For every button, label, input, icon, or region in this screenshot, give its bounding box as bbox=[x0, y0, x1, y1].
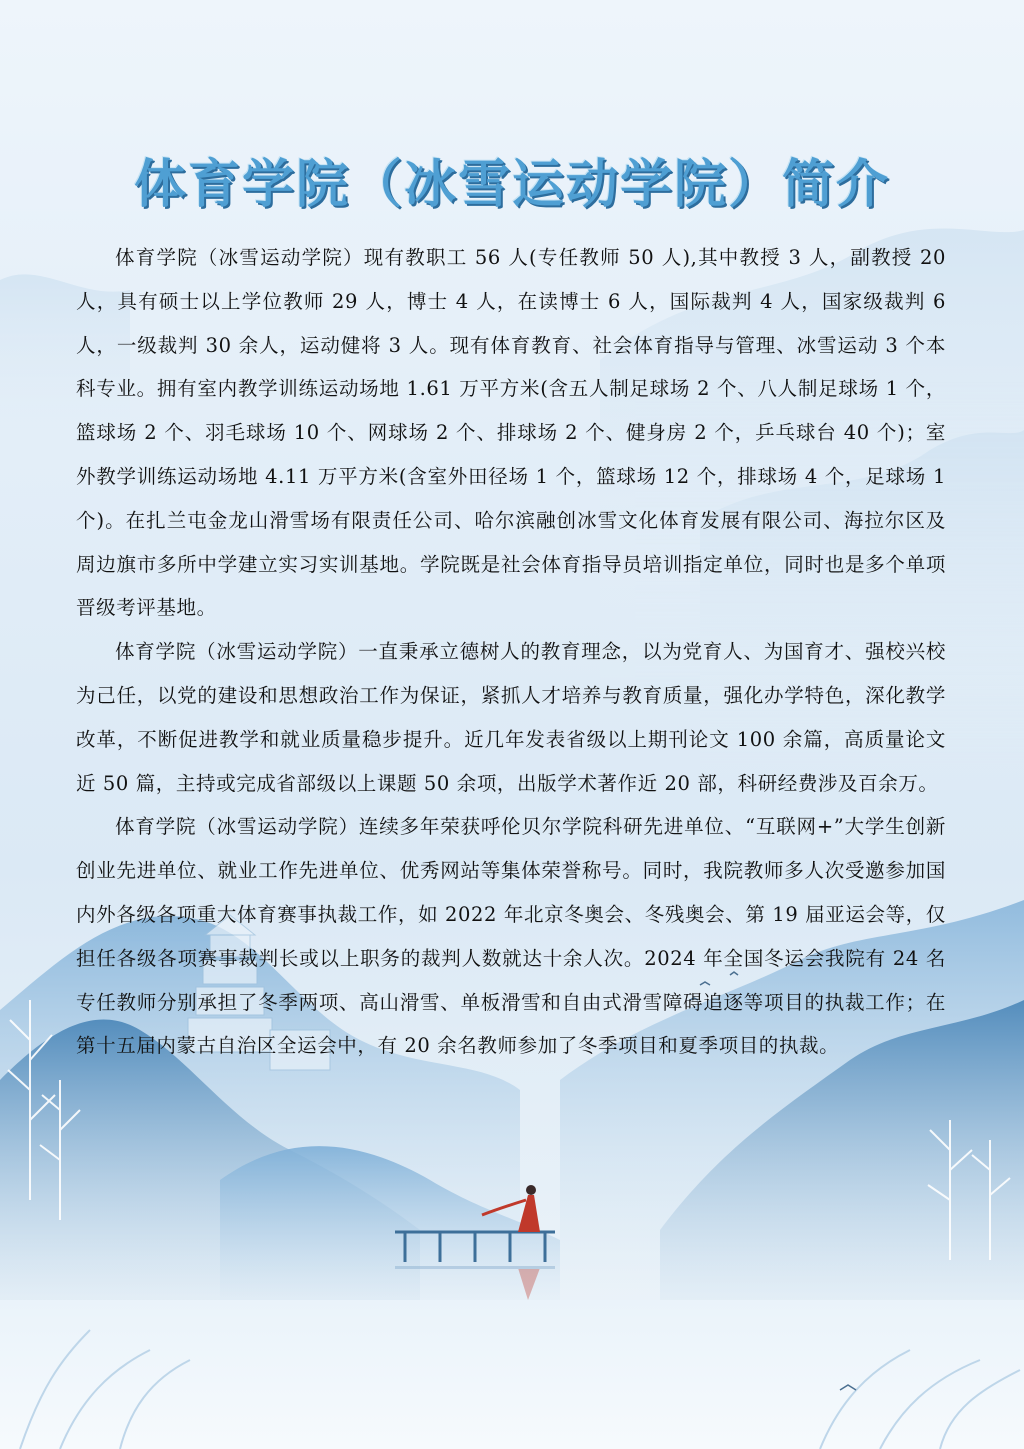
paragraph-education-research: 体育学院（冰雪运动学院）一直秉承立德树人的教育理念，以为党育人、为国育才、强校兴校为己任，以党的建设和思想政治工作为保证，紧抓人才培养与教育质量，强化办学特色，深化教学改革，不断促进教学和就业质量稳步提升。近几年发表省级以上期刊论文 100 余篇，高质量论文近 50 篇，主持或完成省部级以上课题 50 余项，出版学术著作近 20 部，科研经费涉及百余万。 bbox=[76, 640, 946, 795]
intro-body bbox=[76, 236, 946, 1068]
page-title: 体育学院（冰雪运动学院）简介 bbox=[133, 155, 890, 215]
paragraph-faculty-facilities: 体育学院（冰雪运动学院）现有教职工 56 人(专任教师 50 人),其中教授 3 人，副教授 20 人，具有硕士以上学位教师 29 人，博士 4 人，在读博士 6 人，国际裁判 4 人，国家级裁判 6 人，一级裁判 30 余人，运动健将 3 人。现有体育教育、社会体育指导与管理、冰雪运动 3 个本科专业。拥有室内教学训练运动场地 1.61 万平方米(含五人制足球场 2 个、八人制足球场 1 个，篮球场 2 个、羽毛球场 10 个、网球场 2 个、排球场 2 个、健身房 2 个，乒乓球台 40 个)；室外教学训练运动场地 4.11 万平方米(含室外田径场 1 个，篮球场 12 个，排球场 4 个，足球场 1 个)。在扎兰屯金龙山滑雪场有限责任公司、哈尔滨融创冰雪文化体育发展有限公司、海拉尔区及周边旗市多所中学建立实习实训基地。学院既是社会体育指导员培训指定单位，同时也是多个单项晋级考评基地。 bbox=[76, 246, 946, 620]
water-surface bbox=[0, 1300, 1024, 1449]
paragraph-honors-officiating: 体育学院（冰雪运动学院）连续多年荣获呼伦贝尔学院科研先进单位、“互联网+”大学生创新创业先进单位、就业工作先进单位、优秀网站等集体荣誉称号。同时，我院教师多人次受邀参加国内外各级各项重大体育赛事执裁工作，如 2022 年北京冬奥会、冬残奥会、第 19 届亚运会等，仅担任各级各项赛事裁判长或以上职务的裁判人数就达十余人次。2024 年全国冬运会我院有 24 名专任教师分别承担了冬季两项、高山滑雪、单板滑雪和自由式滑雪障碍追逐等项目的执裁工作；在第十五届内蒙古自治区全运会中，有 20 余名教师参加了冬季项目和夏季项目的执裁。 bbox=[76, 815, 946, 1058]
